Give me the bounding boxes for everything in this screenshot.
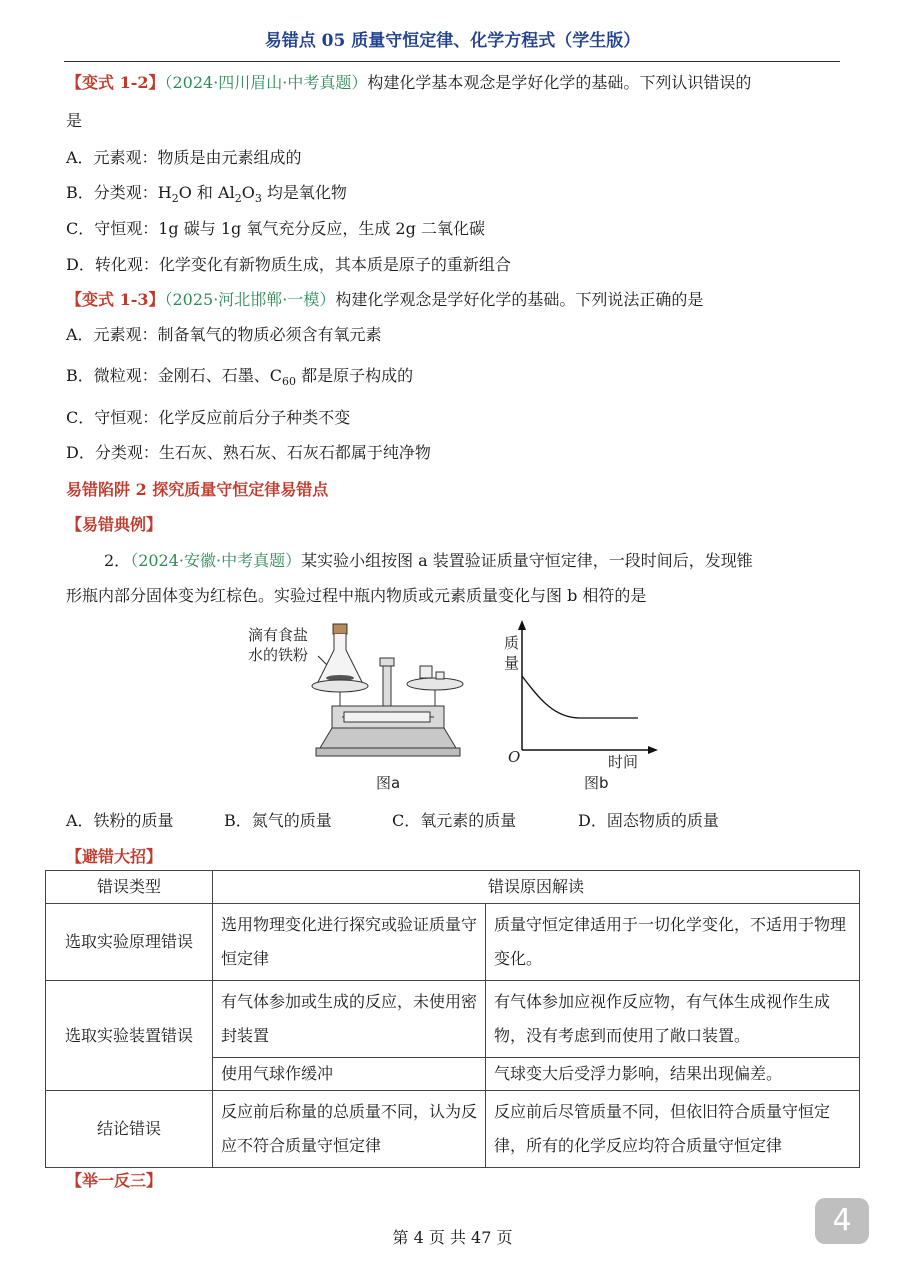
q12-option-d: D．转化观：化学变化有新物质生成，其本质是原子的重新组合 bbox=[66, 255, 511, 274]
table-header-type: 错误类型 bbox=[46, 871, 213, 904]
row3-description: 反应前后称量的总质量不同，认为反应不符合质量守恒定律 bbox=[213, 1091, 486, 1168]
q13-tag: 【变式 1-3】 bbox=[66, 290, 165, 309]
q12-tag: 【变式 1-2】 bbox=[66, 73, 165, 92]
mass-curve bbox=[522, 676, 638, 718]
figure-b-graph bbox=[500, 620, 670, 800]
figure-b-origin: O bbox=[508, 748, 521, 766]
example-source: （2024·安徽·中考真题） bbox=[130, 551, 302, 570]
example-option-c: C．氧元素的质量 bbox=[392, 811, 517, 830]
table-header-row bbox=[46, 871, 860, 904]
q13-option-c: C．守恒观：化学反应前后分子种类不变 bbox=[66, 408, 351, 427]
q13-option-a: A．元素观：制备氧气的物质必须含有氧元素 bbox=[66, 325, 382, 344]
example-stem: 2．（2024·安徽·中考真题）某实验小组按图 a 装置验证质量守恒定律，一段时间后，发现锥 bbox=[104, 551, 753, 570]
example-option-a: A．铁粉的质量 bbox=[66, 811, 174, 830]
figure-b-ylabel-2: 量 bbox=[504, 654, 520, 672]
q12-option-a: A．元素观：物质是由元素组成的 bbox=[66, 148, 302, 167]
q13-source: （2025·河北邯郸·一模） bbox=[164, 290, 336, 309]
figure-a-label-line1: 滴有食盐 bbox=[248, 626, 309, 644]
figure-a-caption: 图a bbox=[376, 774, 401, 792]
q13-option-d: D．分类观：生石灰、熟石灰、石灰石都属于纯净物 bbox=[66, 443, 431, 462]
example-tag: 【易错典例】 bbox=[66, 515, 163, 534]
row1-description: 选用物理变化进行探究或验证质量守恒定律 bbox=[213, 904, 486, 981]
row2-explanation-2: 气球变大后受浮力影响，结果出现偏差。 bbox=[486, 1058, 860, 1091]
q12-stem-line2: 是 bbox=[66, 111, 83, 130]
figure-b-ylabel-1: 质 bbox=[504, 634, 520, 652]
figure-a-label-line2: 水的铁粉 bbox=[248, 646, 309, 664]
q13-option-b: B．微粒观：金刚石、石墨、$C_{60}$ 都是原子构成的 bbox=[66, 366, 414, 389]
q12-stem-line1: 构建化学基本观念是学好化学的基础。下列认识错误的 bbox=[367, 73, 752, 92]
table-row bbox=[46, 904, 860, 981]
row3-type: 结论错误 bbox=[46, 1091, 213, 1168]
row2-description-2: 使用气球作缓冲 bbox=[213, 1058, 486, 1091]
q13-stem: 【变式 1-3】（2025·河北邯郸·一模）构建化学观念是学好化学的基础。下列说法正确的是 bbox=[66, 290, 704, 309]
page-header-title: 易错点 05 质量守恒定律、化学方程式（学生版） bbox=[264, 31, 641, 51]
header-rule bbox=[64, 61, 840, 62]
example-option-b: B．氮气的质量 bbox=[224, 811, 332, 830]
q12-source: （2024·四川眉山·中考真题） bbox=[164, 73, 368, 92]
q12-option-c: C．守恒观：1g 碳与 1g 氧气充分反应，生成 2g 二氧化碳 bbox=[66, 219, 485, 238]
page-number: 第 4 页 共 47 页 bbox=[392, 1228, 513, 1247]
error-table bbox=[45, 870, 860, 1168]
q12-option-b: B．分类观：$H_2O$ 和 $Al_2O_3$ 均是氧化物 bbox=[66, 183, 347, 206]
table-row bbox=[46, 981, 860, 1058]
example-option-d: D．固态物质的质量 bbox=[578, 811, 719, 830]
tips-tag: 【避错大招】 bbox=[66, 847, 163, 866]
trap-title: 易错陷阱 2 探究质量守恒定律易错点 bbox=[66, 480, 329, 499]
table-header-reason: 错误原因解读 bbox=[213, 871, 860, 904]
figure-a-balance bbox=[240, 620, 470, 800]
row1-type: 选取实验原理错误 bbox=[46, 904, 213, 981]
table-row bbox=[46, 1091, 860, 1168]
row3-explanation: 反应前后尽管质量不同，但依旧符合质量守恒定律，所有的化学反应均符合质量守恒定律 bbox=[486, 1091, 860, 1168]
figure-b-xlabel: 时间 bbox=[608, 753, 639, 771]
example-stem-line2: 形瓶内部分固体变为红棕色。实验过程中瓶内物质或元素质量变化与图 b 相符的是 bbox=[66, 586, 647, 605]
row2-explanation-1: 有气体参加应视作反应物，有气体生成视作生成物，没有考虑到而使用了敞口装置。 bbox=[486, 981, 860, 1058]
row2-type: 选取实验装置错误 bbox=[46, 981, 213, 1091]
page-badge: 4 bbox=[815, 1198, 869, 1244]
q12-stem bbox=[66, 70, 751, 93]
row2-description-1: 有气体参加或生成的反应，未使用密封装置 bbox=[213, 981, 486, 1058]
figure-b-caption: 图b bbox=[584, 774, 609, 792]
row1-explanation: 质量守恒定律适用于一切化学变化，不适用于物理变化。 bbox=[486, 904, 860, 981]
practice-tag: 【举一反三】 bbox=[66, 1171, 163, 1190]
